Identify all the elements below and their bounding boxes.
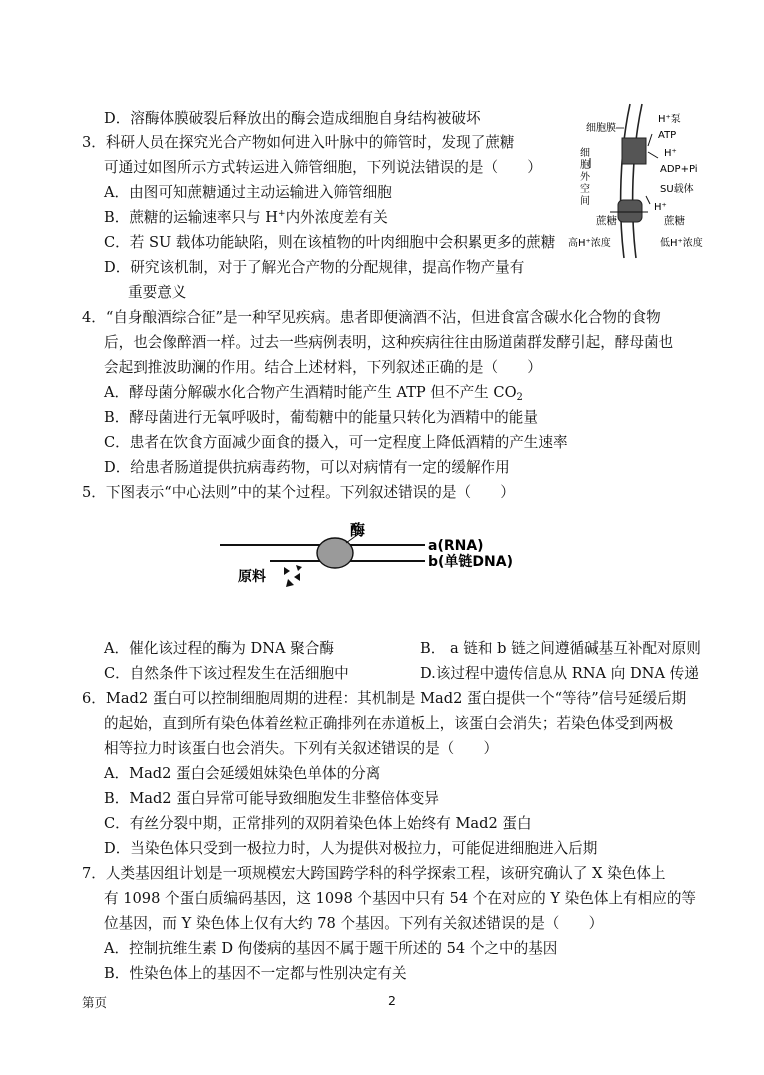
central-dogma-diagram bbox=[210, 515, 540, 595]
strand-b-label: b(单链DNA) bbox=[428, 554, 513, 570]
q6-option-b: B．Mad2 蛋白异常可能导致细胞发生非整倍体变异 bbox=[104, 790, 439, 807]
svg-text:间: 间 bbox=[580, 196, 590, 207]
atp-label: ATP bbox=[658, 130, 677, 141]
q7-option-a: A．控制抗维生素 D 佝偻病的基因不属于题干所述的 54 个之中的基因 bbox=[104, 940, 558, 957]
q5-option-d: D.该过程中遗传信息从 RNA 向 DNA 传递 bbox=[420, 665, 699, 682]
q3-option-d-line1: D．研究该机制，对于了解光合产物的分配规律，提高作物产量有 bbox=[104, 259, 525, 276]
q4-stem-line3: 会起到推波助澜的作用。结合上述材料，下列叙述正确的是（ ） bbox=[104, 359, 542, 376]
q7-stem-line1: 7．人类基因组计划是一项规模宏大跨国跨学科的科学探索工程，该研究确认了 X 染色体上 bbox=[82, 865, 666, 882]
membrane-outer-line bbox=[621, 104, 630, 258]
q2-option-d: D．溶酶体膜破裂后释放出的酶会造成细胞自身结构被破坏 bbox=[104, 110, 481, 127]
q6-option-d: D．当染色体只受到一极拉力时，人为提供对极拉力，可能促进细胞进入后期 bbox=[104, 840, 598, 857]
membrane-label: 细胞膜 bbox=[586, 123, 616, 134]
enzyme-shape bbox=[317, 538, 353, 568]
proton-pump-label: H⁺泵 bbox=[658, 114, 681, 125]
low-h-label: 低H⁺浓度 bbox=[660, 238, 703, 249]
material-label: 原料 bbox=[238, 569, 266, 585]
q4-option-d: D．给患者肠道提供抗病毒药物，可以对病情有一定的缓解作用 bbox=[104, 459, 510, 476]
q4-option-a: A．酵母菌分解碳水化合物产生酒精时能产生 ATP 但不产生 $CO_2$ bbox=[104, 384, 523, 403]
membrane-inner-line bbox=[633, 104, 642, 258]
raw-material-icon bbox=[284, 565, 302, 587]
svg-text:胞: 胞 bbox=[580, 160, 590, 171]
sucrose-transport-diagram bbox=[560, 100, 730, 260]
su-carrier-shape bbox=[618, 200, 642, 222]
q6-option-c: C．有丝分裂中期，正常排列的双阴着染色体上始终有 Mad2 蛋白 bbox=[104, 815, 532, 832]
q6-stem-line1: 6．Mad2 蛋白可以控制细胞周期的进程：其机制是 Mad2 蛋白提供一个“等待”信号延缓后期 bbox=[82, 690, 687, 707]
hplus-top-label: H⁺ bbox=[664, 148, 677, 159]
adp-label: ADP+Pi bbox=[660, 164, 698, 175]
q3-option-d-line2: 重要意义 bbox=[128, 284, 187, 301]
q3-stem-line1: 3．科研人员在探究光合产物如何进入叶脉中的筛管时，发现了蔗糖 bbox=[82, 134, 515, 151]
q6-option-a: A．Mad2 蛋白会延缓姐妹染色单体的分离 bbox=[104, 765, 381, 782]
hplus-bottom-label: H⁺ bbox=[654, 202, 667, 213]
q4-stem-line1: 4．“自身酿酒综合征”是一种罕见疾病。患者即便滴酒不沾，但进食富含碳水化合物的食物 bbox=[82, 309, 661, 326]
q5-option-a: A．催化该过程的酶为 DNA 聚合酶 bbox=[104, 640, 334, 657]
q3-option-a: A．由图可知蔗糖通过主动运输进入筛管细胞 bbox=[104, 184, 392, 201]
su-carrier-label: SU载体 bbox=[660, 184, 694, 195]
q7-option-b: B．性染色体上的基因不一定都与性别决定有关 bbox=[104, 965, 407, 982]
q7-stem-line3: 位基因，而 Y 染色体上仅有大约 78 个基因。下列有关叙述错误的是（ ） bbox=[104, 915, 604, 932]
strand-a-label: a(RNA) bbox=[428, 538, 484, 554]
sucrose-left-label: 蔗糖 bbox=[596, 215, 617, 227]
q5-option-c: C．自然条件下该过程发生在活细胞中 bbox=[104, 665, 349, 682]
svg-text:细: 细 bbox=[580, 148, 590, 159]
high-h-label: 高H⁺浓度 bbox=[568, 238, 611, 249]
outside-space-label bbox=[580, 147, 591, 207]
sucrose-right-label: 蔗糖 bbox=[664, 215, 685, 227]
proton-pump-shape bbox=[622, 138, 646, 164]
adp-arrow bbox=[648, 152, 658, 158]
footer-page-number: 2 bbox=[388, 993, 396, 1008]
q5-stem: 5．下图表示“中心法则”中的某个过程。下列叙述错误的是（ ） bbox=[82, 484, 515, 501]
q6-stem-line2: 的起始，直到所有染色体着丝粒正确排列在赤道板上，该蛋白会消失；若染色体受到两极 bbox=[104, 715, 674, 732]
enzyme-label: 酶 bbox=[350, 521, 366, 539]
footer-page-label: 第页 bbox=[82, 995, 108, 1010]
su-label-pointer bbox=[646, 196, 650, 204]
q4-option-b: B．酵母菌进行无氧呼吸时，葡萄糖中的能量只转化为酒精中的能量 bbox=[104, 409, 538, 426]
q3-option-c: C．若 SU 载体功能缺陷，则在该植物的叶肉细胞中会积累更多的蔗糖 bbox=[104, 234, 556, 251]
svg-text:外: 外 bbox=[580, 172, 590, 183]
q5-option-b: B． a 链和 b 链之间遵循碱基互补配对原则 bbox=[420, 640, 701, 657]
q6-stem-line3: 相等拉力时该蛋白也会消失。下列有关叙述错误的是（ ） bbox=[104, 740, 499, 757]
q3-option-b: B．蔗糖的运输速率只与 H+内外浓度差有关 bbox=[104, 209, 388, 226]
svg-text:空: 空 bbox=[580, 184, 590, 195]
q7-stem-line2: 有 1098 个蛋白质编码基因，这 1098 个基因中只有 54 个在对应的 Y 染色体上有相应的等 bbox=[104, 890, 697, 907]
q4-stem-line2: 后，也会像醉酒一样。过去一些病例表明，这种疾病往往由肠道菌群发酵引起，酵母菌也 bbox=[104, 334, 674, 351]
q4-option-c: C．患者在饮食方面减少面食的摄入，可一定程度上降低酒精的产生速率 bbox=[104, 434, 568, 451]
atp-arrow bbox=[648, 134, 652, 146]
q3-stem-line2: 可通过如图所示方式转运进入筛管细胞，下列说法错误的是（ ） bbox=[104, 159, 542, 176]
